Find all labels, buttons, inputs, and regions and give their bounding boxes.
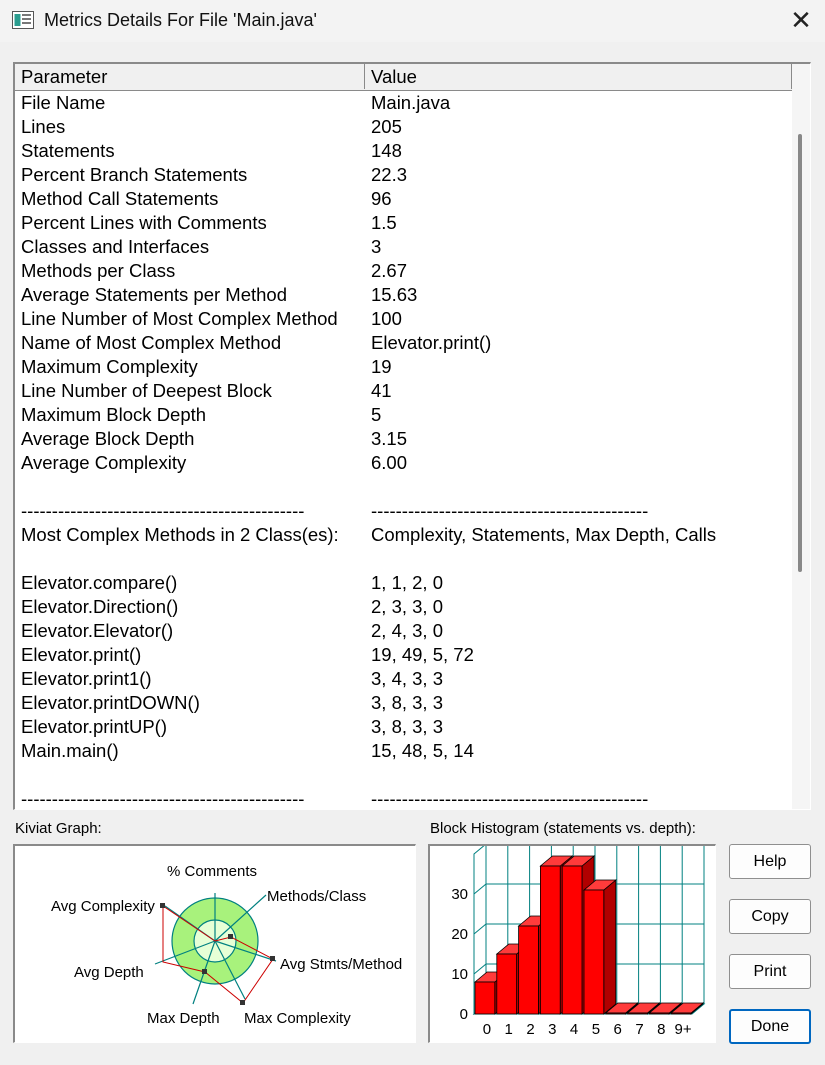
table-row[interactable]: [15, 307, 793, 331]
table-row[interactable]: [15, 379, 793, 403]
parameter-cell: Most Complex Methods in 2 Class(es):: [21, 524, 339, 545]
axis-label-max-complexity: Max Complexity: [244, 1010, 351, 1027]
value-cell: 100: [371, 308, 402, 329]
block-histogram: [428, 844, 716, 1043]
value-cell: Main.java: [371, 92, 451, 113]
table-row[interactable]: [15, 691, 793, 715]
parameter-cell: Elevator.compare(): [21, 572, 178, 593]
window-title: Metrics Details For File 'Main.java': [44, 10, 317, 30]
close-button[interactable]: [779, 4, 823, 38]
kiviat-label: Kiviat Graph:: [15, 820, 102, 837]
value-cell: 41: [371, 380, 392, 401]
column-header-value[interactable]: Value: [365, 64, 792, 89]
metrics-list[interactable]: [13, 62, 811, 810]
value-cell: 3: [371, 236, 382, 257]
table-row[interactable]: [15, 523, 793, 547]
parameter-cell: Average Block Depth: [21, 428, 195, 449]
parameter-cell: Method Call Statements: [21, 188, 219, 209]
value-cell: 3, 8, 3, 3: [371, 716, 443, 737]
value-cell: 2.67: [371, 260, 408, 281]
kiviat-graph: [13, 844, 416, 1043]
parameter-cell: Maximum Complexity: [21, 356, 198, 377]
parameter-cell: ----------------------------------------------: [21, 500, 305, 521]
x-tick-label: 7: [635, 1021, 644, 1038]
parameter-cell: Name of Most Complex Method: [21, 332, 282, 353]
table-row[interactable]: [15, 331, 793, 355]
parameter-cell: Percent Lines with Comments: [21, 212, 267, 233]
histogram-svg: [430, 846, 715, 1042]
table-row[interactable]: [15, 547, 793, 571]
parameter-cell: Elevator.Elevator(): [21, 620, 174, 641]
copy-button[interactable]: Copy: [729, 899, 811, 934]
value-cell: 6.00: [371, 452, 408, 473]
column-header-parameter[interactable]: Parameter: [15, 64, 365, 89]
table-row[interactable]: [15, 571, 793, 595]
value-cell: 3, 4, 3, 3: [371, 668, 443, 689]
list-header: [15, 64, 793, 91]
value-cell: 2, 4, 3, 0: [371, 620, 443, 641]
value-cell: ---------------------------------------------: [371, 788, 649, 809]
value-cell: 22.3: [371, 164, 408, 185]
parameter-cell: Maximum Block Depth: [21, 404, 207, 425]
table-row[interactable]: [15, 355, 793, 379]
scrollbar-thumb[interactable]: [798, 134, 802, 572]
metrics-rows: [15, 91, 793, 810]
value-cell: 3.15: [371, 428, 408, 449]
value-cell: 15, 48, 5, 14: [371, 740, 474, 761]
help-button[interactable]: Help: [729, 844, 811, 879]
value-cell: 1, 1, 2, 0: [371, 572, 443, 593]
y-tick-label: 20: [451, 926, 468, 943]
parameter-cell: Line Number of Most Complex Method: [21, 308, 338, 329]
app-icon: [12, 11, 34, 29]
value-cell: 148: [371, 140, 402, 161]
table-row[interactable]: [15, 115, 793, 139]
value-cell: 19: [371, 356, 392, 377]
close-icon: ✕: [790, 6, 812, 36]
histogram-label: Block Histogram (statements vs. depth):: [430, 820, 696, 837]
parameter-cell: Elevator.print(): [21, 644, 142, 665]
table-row[interactable]: [15, 499, 793, 523]
x-tick-label: 2: [526, 1021, 535, 1038]
table-row[interactable]: [15, 163, 793, 187]
value-cell: 19, 49, 5, 72: [371, 644, 474, 665]
y-tick-label: 0: [459, 1006, 468, 1023]
table-row[interactable]: [15, 643, 793, 667]
value-cell: 3, 8, 3, 3: [371, 692, 443, 713]
table-row[interactable]: [15, 139, 793, 163]
x-tick-label: 9+: [674, 1021, 692, 1038]
value-cell: 1.5: [371, 212, 397, 233]
parameter-cell: Average Statements per Method: [21, 284, 288, 305]
table-row[interactable]: [15, 475, 793, 499]
value-cell: 2, 3, 3, 0: [371, 596, 443, 617]
table-row[interactable]: [15, 715, 793, 739]
parameter-cell: Methods per Class: [21, 260, 176, 281]
parameter-cell: File Name: [21, 92, 106, 113]
y-tick-label: 30: [451, 886, 468, 903]
value-cell: Elevator.print(): [371, 332, 492, 353]
parameter-cell: Elevator.printDOWN(): [21, 692, 200, 713]
parameter-cell: Elevator.Direction(): [21, 596, 179, 617]
value-cell: Complexity, Statements, Max Depth, Calls: [371, 524, 717, 545]
parameter-cell: Line Number of Deepest Block: [21, 380, 272, 401]
dialog-body: [0, 42, 825, 1065]
x-tick-label: 0: [482, 1021, 492, 1038]
table-row[interactable]: [15, 763, 793, 787]
parameter-cell: Statements: [21, 140, 115, 161]
axis-label-avg-depth: Avg Depth: [74, 964, 144, 981]
x-tick-label: 8: [657, 1021, 666, 1038]
parameter-cell: Main.main(): [21, 740, 119, 761]
print-button[interactable]: Print: [729, 954, 811, 989]
y-tick-label: 10: [451, 966, 468, 983]
table-row[interactable]: [15, 91, 793, 115]
title-bar: [0, 0, 825, 42]
table-row[interactable]: [15, 787, 793, 810]
value-cell: 15.63: [371, 284, 418, 305]
parameter-cell: Percent Branch Statements: [21, 164, 248, 185]
x-tick-label: 3: [548, 1021, 557, 1038]
table-row[interactable]: [15, 739, 793, 763]
x-tick-label: 6: [613, 1021, 622, 1038]
value-cell: 96: [371, 188, 392, 209]
axis-label-avg-stmts: Avg Stmts/Method: [280, 956, 403, 973]
axis-label-avg-complexity: Avg Complexity: [51, 898, 155, 915]
x-tick-label: 5: [591, 1021, 601, 1038]
axis-label-max-depth: Max Depth: [147, 1010, 220, 1027]
table-row[interactable]: [15, 427, 793, 451]
value-cell: ---------------------------------------------: [371, 500, 649, 521]
axis-label-comments: % Comments: [167, 863, 258, 880]
table-row[interactable]: [15, 259, 793, 283]
value-cell: 205: [371, 116, 402, 137]
table-row[interactable]: [15, 451, 793, 475]
value-cell: 5: [371, 404, 382, 425]
parameter-cell: ----------------------------------------------: [21, 788, 305, 809]
vertical-scrollbar[interactable]: [792, 64, 810, 810]
table-row[interactable]: [15, 235, 793, 259]
parameter-cell: Elevator.print1(): [21, 668, 152, 689]
histogram-bar: [584, 880, 616, 1014]
table-row[interactable]: [15, 211, 793, 235]
table-row[interactable]: [15, 667, 793, 691]
axis-label-methods-class: Methods/Class: [267, 888, 367, 905]
table-row[interactable]: [15, 619, 793, 643]
parameter-cell: Elevator.printUP(): [21, 716, 167, 737]
parameter-cell: Classes and Interfaces: [21, 236, 210, 257]
done-button[interactable]: Done: [729, 1009, 811, 1044]
table-row[interactable]: [15, 403, 793, 427]
x-tick-label: 1: [504, 1021, 513, 1038]
kiviat-svg: [15, 846, 415, 1042]
x-tick-label: 4: [569, 1021, 579, 1038]
table-row[interactable]: [15, 187, 793, 211]
table-row[interactable]: [15, 283, 793, 307]
table-row[interactable]: [15, 595, 793, 619]
parameter-cell: Average Complexity: [21, 452, 187, 473]
parameter-cell: Lines: [21, 116, 66, 137]
